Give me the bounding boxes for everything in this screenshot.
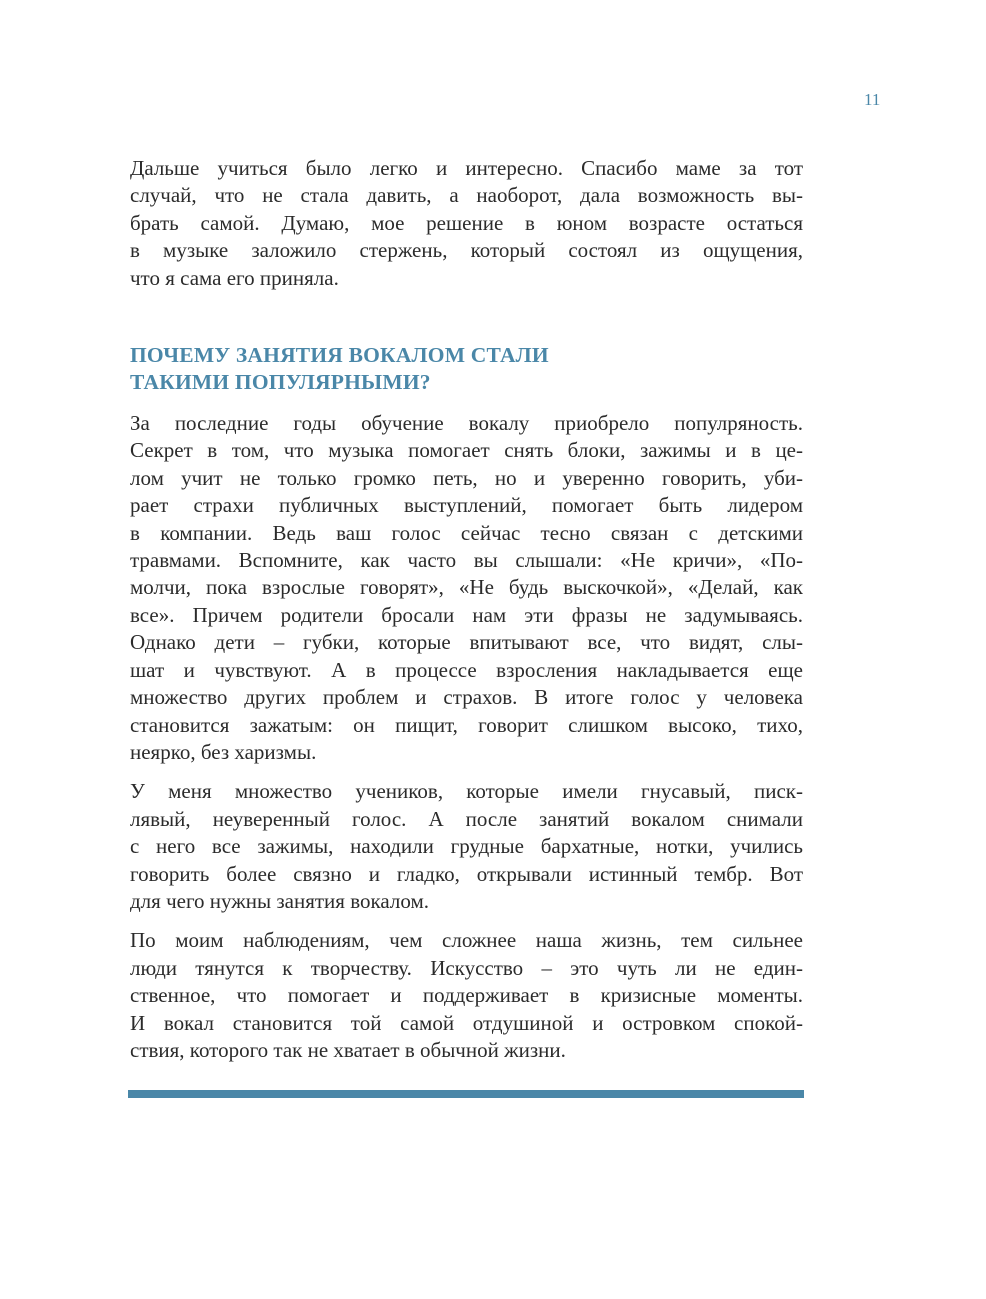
text-line: множество других проблем и страхов. В итоге голос у человека	[130, 685, 803, 710]
text-line: случай, что не стала давить, а наоборот, дала возможность вы-	[130, 183, 803, 208]
text-line: травмами. Вспомните, как часто вы слышали: «Не кричи», «По-	[130, 548, 803, 573]
text-line: люди тянутся к творчеству. Искусство – это чуть ли не един-	[130, 955, 803, 980]
text-line: что я сама его приняла.	[130, 265, 339, 290]
text-line: в музыке заложило стержень, который состоял из ощущения,	[130, 238, 803, 263]
text-line: У меня множество учеников, которые имели гнусавый, писк-	[130, 779, 803, 804]
section-paragraph-1	[130, 410, 803, 766]
text-line: лом учит не только громко петь, но и уверенно говорить, уби-	[130, 465, 803, 490]
text-line: все». Причем родители бросали нам эти фразы не задумываясь.	[130, 602, 803, 627]
text-line: ственное, что помогает и поддерживает в кризисные моменты.	[130, 983, 803, 1008]
text-line: рает страхи публичных выступлений, помогает быть лидером	[130, 493, 803, 518]
text-line: шат и чувствуют. А в процессе взросления накладывается еще	[130, 657, 803, 682]
text-line: Секрет в том, что музыка помогает снять блоки, зажимы и в це-	[130, 438, 803, 463]
page-number: 11	[864, 90, 881, 109]
section-end-divider	[128, 1090, 804, 1098]
text-line: И вокал становится той самой отдушиной и островком спокой-	[130, 1010, 803, 1035]
text-line: Однако дети – губки, которые впитывают все, что видят, слы-	[130, 630, 803, 655]
text-line: становится зажатым: он пищит, говорит слишком высоко, тихо,	[130, 712, 803, 737]
text-line: в компании. Ведь ваш голос сейчас тесно связан с детскими	[130, 520, 803, 545]
text-line: с него все зажимы, находили грудные бархатные, нотки, учились	[130, 834, 803, 859]
text-line: Дальше учиться было легко и интересно. Спасибо маме за тот	[130, 156, 803, 180]
text-line: говорить более связно и гладко, открывали истинный тембр. Вот	[130, 861, 803, 886]
intro-paragraph	[130, 155, 803, 292]
text-line: ствия, которого так не хватает в обычной жизни.	[130, 1037, 566, 1062]
heading-line: ПОЧЕМУ ЗАНЯТИЯ ВОКАЛОМ СТАЛИ	[130, 343, 549, 368]
text-line: для чего нужны занятия вокалом.	[130, 888, 429, 913]
text-line: неярко, без харизмы.	[130, 739, 317, 764]
text-line: За последние годы обучение вокалу приобрело популряность.	[130, 411, 803, 436]
page-body	[130, 155, 803, 1064]
heading-line: ТАКИМИ ПОПУЛЯРНЫМИ?	[130, 370, 431, 395]
text-line: лявый, неуверенный голос. А после занятий вокалом снимали	[130, 806, 803, 831]
text-line: молчи, пока взрослые говорят», «Не будь выскочкой», «Делай, как	[130, 575, 803, 600]
text-line: По моим наблюдениям, чем сложнее наша жизнь, тем сильнее	[130, 928, 803, 953]
section-paragraph-2	[130, 778, 803, 915]
section-heading	[130, 342, 803, 396]
section-paragraph-3	[130, 927, 803, 1064]
text-line: брать самой. Думаю, мое решение в юном возрасте остаться	[130, 210, 803, 235]
